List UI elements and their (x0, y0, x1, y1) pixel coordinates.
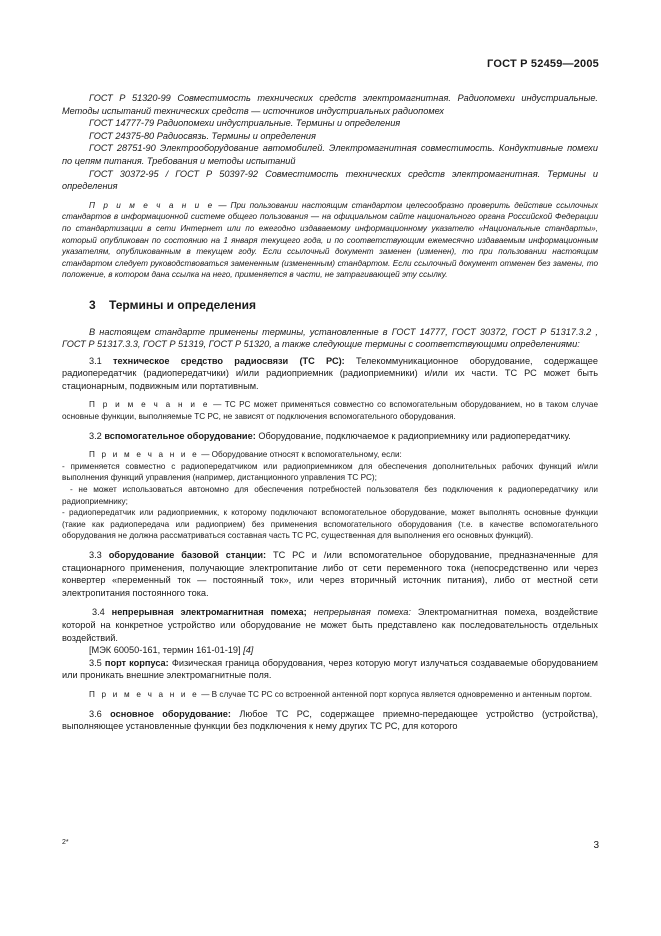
note-text: — В случае ТС РС со встроенной антенной порт корпуса является одновременно и антенным портом. (198, 689, 592, 699)
note-list-item: - не может использоваться автономно для обеспечения потребностей пользователя без подключения к радиопередатчику или радиоприемнику; (62, 485, 598, 506)
reference-item: ГОСТ 30372-95 / ГОСТ Р 50397-92 Совместимость технических средств электромагнитная. Термины и определения (62, 168, 598, 192)
source-ref: [4] (240, 645, 254, 656)
term-3-2-note (62, 449, 598, 461)
term-name: порт корпуса: (104, 657, 169, 668)
term-name: основное оборудование: (110, 708, 231, 719)
note-label: П р и м е ч а н и е (89, 450, 199, 460)
references-note (62, 200, 598, 281)
note-text: — При пользовании настоящим стандартом целесообразно проверить действие ссылочных стандартов в информационной системе общего пользования — на официальном сайте национального органа Российской Федерации по стандартизации в сети Интернет или по ежегодно издаваемому информационному указателю «Национальные стандарты», который опубликован по состоянию на 1 января текущего года, и по соответствующим ежемесячно издаваемым информационным указателям, опубликованным в текущем году. Если ссылочный документ заменен (изменен), то при пользовании настоящим стандартом следует руководствоваться замененным (измененным) стандартом. Если ссылочный документ отменен без замены, то положение, в котором дана ссылка на него, применяется в части, не затрагивающей эту ссылку. (62, 200, 598, 280)
note-text: — Оборудование относят к вспомогательному, если: (198, 450, 402, 460)
term-definition: Любое ТС РС, содержащее приемно-передающее устройство (устройства), выполняющее установленные функции без подключения к нему других ТС РС, для которого (62, 708, 599, 732)
reference-item: ГОСТ 28751-90 Электрооборудование автомобилей. Электромагнитная совместимость. Кондуктивные помехи по цепям питания. Требования и методы испытаний (62, 143, 598, 166)
term-3-2 (62, 430, 598, 443)
reference-item: ГОСТ 24375-80 Радиосвязь. Термины и определения (89, 130, 316, 141)
term-number: 3.4 (92, 607, 112, 618)
term-definition: Электромагнитная помеха, воздействие которой на конкретное устройство или оборудование не может быть представлено как последовательность отдельных воздействий. (62, 607, 599, 643)
term-number: 3.2 (89, 430, 105, 441)
term-number: 3.5 (89, 657, 105, 668)
term-3-4-source (62, 644, 598, 657)
note-label: П р и м е ч а н и е (89, 400, 210, 410)
reference-item: ГОСТ Р 51320-99 Совместимость технических средств электромагнитная. Радиопомехи индустриальные. Методы испытаний технических средств — источников индустриальных радиопомех (62, 93, 598, 116)
term-definition: Физическая граница оборудования, через которую могут излучаться создаваемые оборудованием или проникать внешние электромагнитные поля. (62, 657, 598, 681)
note-label: П р и м е ч а н и е (89, 200, 215, 210)
term-name: вспомогательное оборудование: (104, 430, 256, 441)
term-name: непрерывная электромагнитная помеха; (111, 607, 307, 618)
term-3-6 (62, 708, 598, 733)
document-header: ГОСТ Р 52459—2005 (487, 58, 599, 70)
footer-signature-mark: 2* (62, 839, 69, 846)
term-definition: Оборудование, подключаемое к радиоприемнику или радиопередатчику. (255, 430, 571, 441)
section-intro: В настоящем стандарте применены термины, установленные в ГОСТ 14777, ГОСТ 30372, ГОСТ Р 51317.3.2 , ГОСТ Р 51317.3.3, ГОСТ Р 51319, ГОСТ Р 51320, а также следующие термины с соответствующими определениями: (62, 326, 598, 350)
term-number: 3.1 (89, 355, 114, 366)
term-number: 3.3 (89, 550, 109, 560)
term-3-5-note (62, 689, 598, 701)
term-definition: ТС РС и /или вспомогательное оборудование, предназначенные для стационарного применения, получающие электропитание либо от сети переменного тока (непосредственно или через конвертер «переменный ток — постоянный ток», или через вторичный источник питания), либо от местной сети электропитания постоянного тока. (62, 550, 598, 598)
document-body (62, 92, 598, 733)
term-3-1 (62, 355, 598, 393)
section-heading (62, 299, 598, 312)
term-name: оборудование базовой станции: (108, 550, 267, 560)
term-number: 3.6 (89, 708, 111, 719)
note-text: — ТС РС может применяться совместно со вспомогательным оборудованием, но в таком случае основные функции, выполняемые ТС РС, не зависят от подключения вспомогательного оборудования. (62, 400, 599, 422)
note-label: П р и м е ч а н и е (89, 689, 199, 699)
term-definition: Телекоммуникационное оборудование, содержащее радиопередатчик (радиопередатчики) и/или радиоприемник (радиоприемники) и/или их части. ТС РС может быть стационарным, подвижным или портативным. (62, 355, 598, 391)
term-3-5 (62, 657, 598, 682)
section-number: 3 (89, 297, 96, 312)
note-list-item: - радиопередатчик или радиоприемник, к которому подключают вспомогательное оборудование, может выполнять основные функции (такие как радиопередача или радиоприем) без применения вспомогательного оборудования (т.е. в качестве вспомогательного оборудования не должна рассматриваться составная часть ТС РС, существенная для выполнения его основных функций). (62, 508, 598, 541)
page-number: 3 (593, 840, 599, 851)
term-3-3 (62, 549, 598, 599)
reference-item: ГОСТ 14777-79 Радиопомехи индустриальные. Термины и определения (89, 118, 401, 129)
term-3-4 (62, 606, 598, 644)
term-name: техническое средство радиосвязи (ТС РС): (113, 355, 345, 366)
term-synonym: непрерывная помеха: (306, 607, 411, 618)
note-list-item: - применяется совместно с радиопередатчиком или радиоприемником для обеспечения дополнительных рабочих функций и/или выполнения функций управления (например, дистанционного управления ТС РС); (62, 461, 598, 483)
section-title: Термины и определения (109, 297, 257, 312)
term-3-1-note (62, 399, 598, 422)
source-citation: [МЭК 60050-161, термин 161-01-19] (89, 645, 241, 656)
